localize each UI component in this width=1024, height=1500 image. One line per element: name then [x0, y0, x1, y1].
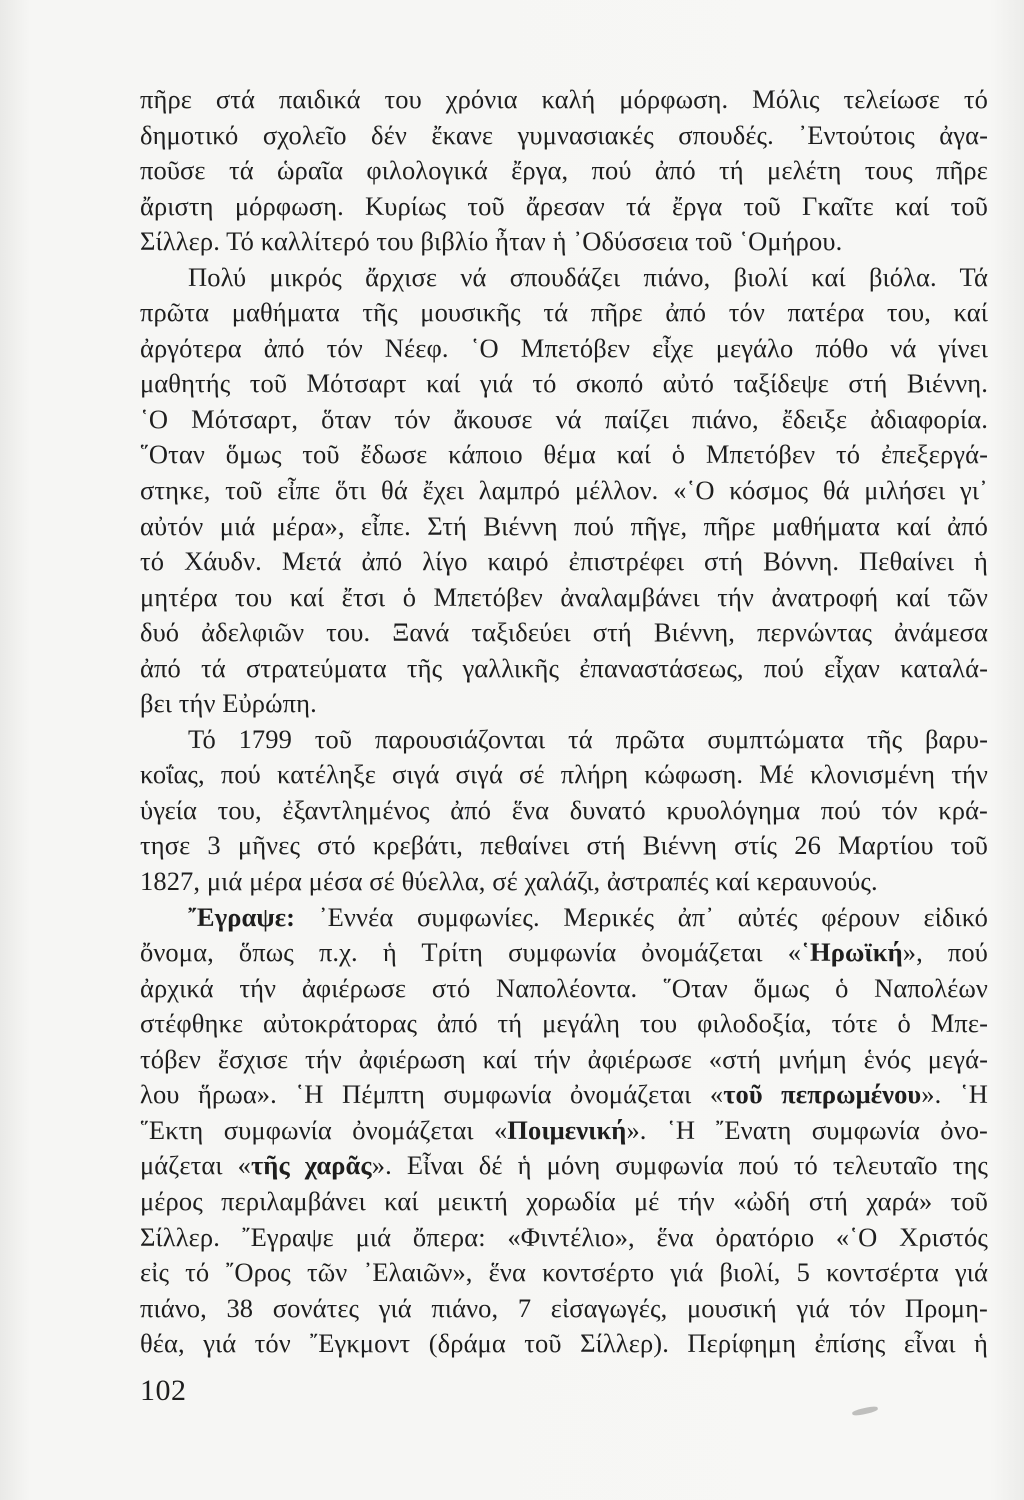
page-number: 102	[140, 1374, 187, 1407]
text-line: στέφθηκε αὐτοκράτορας ἀπό τή μεγάλη του φιλοδοξία, τότε ὁ Μπε-	[140, 1008, 988, 1039]
text-line: ῞Οταν ὅμως τοῦ ἔδωσε κάποιο θέμα καί ὁ Μπετόβεν τό ἐπεξεργά-	[140, 439, 988, 470]
text-span: ». ῾Η	[921, 1079, 988, 1110]
text-span: ». Εἶναι δέ ἡ μόνη συμφωνία πού τό τελευταῖο της	[371, 1150, 988, 1181]
text-line: ῾Ο Μότσαρτ, ὅταν τόν ἄκουσε νά παίζει πιάνο, ἔδειξε ἀδιαφορία.	[140, 403, 988, 434]
text-line	[140, 1077, 988, 1113]
text-line: μαθητής τοῦ Μότσαρτ καί γιά τό σκοπό αὐτό ταξίδεψε στή Βιέννη.	[140, 368, 988, 399]
text-span: », πού	[902, 937, 988, 968]
text-line: τησε 3 μῆνες στό κρεβάτι, πεθαίνει στή Βιέννη στίς 26 Μαρτίου τοῦ	[140, 830, 988, 861]
bold-term: ῎Εγραψε:	[188, 901, 296, 932]
ink-smudge	[852, 1405, 879, 1416]
text-line	[140, 900, 988, 936]
text-line: αὐτόν μιά μέρα», εἶπε. Στή Βιέννη πού πῆγε, πῆρε μαθήματα καί ἀπό	[140, 510, 988, 541]
text-line: δημοτικό σχολεῖο δέν ἔκανε γυμνασιακές σπουδές. ᾿Εντούτοις ἀγα-	[140, 119, 988, 150]
text-line: δυό ἀδελφιῶν του. Ξανά ταξιδεύει στή Βιέννη, περνώντας ἀνάμεσα	[140, 617, 988, 648]
bold-term: Ποιμενική	[507, 1114, 627, 1145]
text-line: κοΐας, πού κατέληξε σιγά σιγά σέ πλήρη κώφωση. Μέ κλονισμένη τήν	[140, 759, 988, 790]
text-line: ποῦσε τά ὡραῖα φιλολογικά ἔργα, πού ἀπό τή μελέτη τους πῆρε	[140, 155, 988, 186]
bold-term: τῆς χαρᾶς	[250, 1150, 372, 1181]
text-line: πῆρε στά παιδικά του χρόνια καλή μόρφωση. Μόλις τελείωσε τό	[140, 84, 988, 114]
text-line: ὑγεία του, ἐξαντλημένος ἀπό ἕνα δυνατό κρυολόγημα πού τόν κρά-	[140, 794, 988, 825]
text-line: Πολύ μικρός ἄρχισε νά σπουδάζει πιάνο, βιολί καί βιόλα. Τά	[188, 261, 988, 292]
text-line: Σίλλερ. Τό καλλίτερό του βιβλίο ἦταν ἡ ᾿Οδύσσεια τοῦ ῾Ομήρου.	[140, 226, 843, 257]
bold-term: ῾Ηρωϊκή	[801, 937, 903, 968]
text-line: θέα, γιά τόν ῎Εγκμοντ (δράμα τοῦ Σίλλερ). Περίφημη ἐπίσης εἶναι ἡ	[140, 1328, 988, 1359]
text-line: Σίλλερ. ῎Εγραψε μιά ὄπερα: «Φιντέλιο», ἕνα ὀρατόριο «῾Ο Χριστός	[140, 1221, 988, 1252]
text-span: λου ἥρωα». ῾Η Πέμπτη συμφωνία ὀνομάζεται «	[140, 1079, 724, 1110]
text-line	[140, 935, 988, 971]
text-span: μάζεται «	[140, 1150, 251, 1181]
body-text	[140, 82, 988, 1362]
text-line: εἰς τό ῎Ορος τῶν ᾿Ελαιῶν», ἕνα κοντσέρτο γιά βιολί, 5 κοντσέρτα γιά	[140, 1257, 988, 1288]
text-line: ἀρχικά τήν ἀφιέρωσε στό Ναπολέοντα. ῞Οταν ὅμως ὁ Ναπολέων	[140, 972, 988, 1003]
text-line	[140, 1148, 988, 1184]
text-span: ῞Εκτη συμφωνία ὀνομάζεται «	[140, 1114, 508, 1145]
text-line: 1827, μιά μέρα μέσα σέ θύελλα, σέ χαλάζι, ἀστραπές καί κεραυνούς.	[140, 866, 878, 897]
text-line: ἀργότερα ἀπό τόν Νέεφ. ῾Ο Μπετόβεν εἶχε μεγάλο πόθο νά γίνει	[140, 332, 988, 363]
text-line: βει τήν Εὐρώπη.	[140, 688, 317, 719]
text-line	[140, 1113, 988, 1149]
text-line: τό Χάυδν. Μετά ἀπό λίγο καιρό ἐπιστρέφει στή Βόννη. Πεθαίνει ἡ	[140, 546, 988, 577]
bold-term: τοῦ πεπρωμένου	[723, 1079, 922, 1110]
text-line: πρῶτα μαθήματα τῆς μουσικῆς τά πῆρε ἀπό τόν πατέρα του, καί	[140, 297, 988, 328]
text-line: τόβεν ἔσχισε τήν ἀφιέρωση καί τήν ἀφιέρωσε «στή μνήμη ἑνός μεγά-	[140, 1043, 988, 1074]
text-line: μητέρα του καί ἔτσι ὁ Μπετόβεν ἀναλαμβάνει τήν ἀνατροφή καί τῶν	[140, 581, 988, 612]
text-line: στηκε, τοῦ εἶπε ὅτι θά ἔχει λαμπρό μέλλον. «῾Ο κόσμος θά μιλήσει γι᾿	[140, 475, 988, 506]
text-span: ». ῾Η ῎Ενατη συμφωνία ὀνο-	[626, 1114, 988, 1145]
text-line: ἀπό τά στρατεύματα τῆς γαλλικῆς ἐπαναστάσεως, πού εἶχαν καταλά-	[140, 652, 988, 683]
text-span: ᾿Εννέα συμφωνίες. Μερικές ἀπ᾿ αὐτές φέρουν εἰδικό	[295, 901, 988, 932]
text-line: πιάνο, 38 σονάτες γιά πιάνο, 7 εἰσαγωγές, μουσική γιά τόν Προμη-	[140, 1292, 988, 1323]
text-line: μέρος περιλαμβάνει καί μεικτή χορωδία μέ τήν «ὠδή στή χαρά» τοῦ	[140, 1185, 988, 1216]
text-line: Τό 1799 τοῦ παρουσιάζονται τά πρῶτα συμπτώματα τῆς βαρυ-	[188, 723, 988, 754]
text-span: ὄνομα, ὅπως π.χ. ἡ Τρίτη συμφωνία ὀνομάζεται «	[140, 937, 802, 968]
text-line: ἄριστη μόρφωση. Κυρίως τοῦ ἄρεσαν τά ἔργα τοῦ Γκαῖτε καί τοῦ	[140, 190, 988, 221]
